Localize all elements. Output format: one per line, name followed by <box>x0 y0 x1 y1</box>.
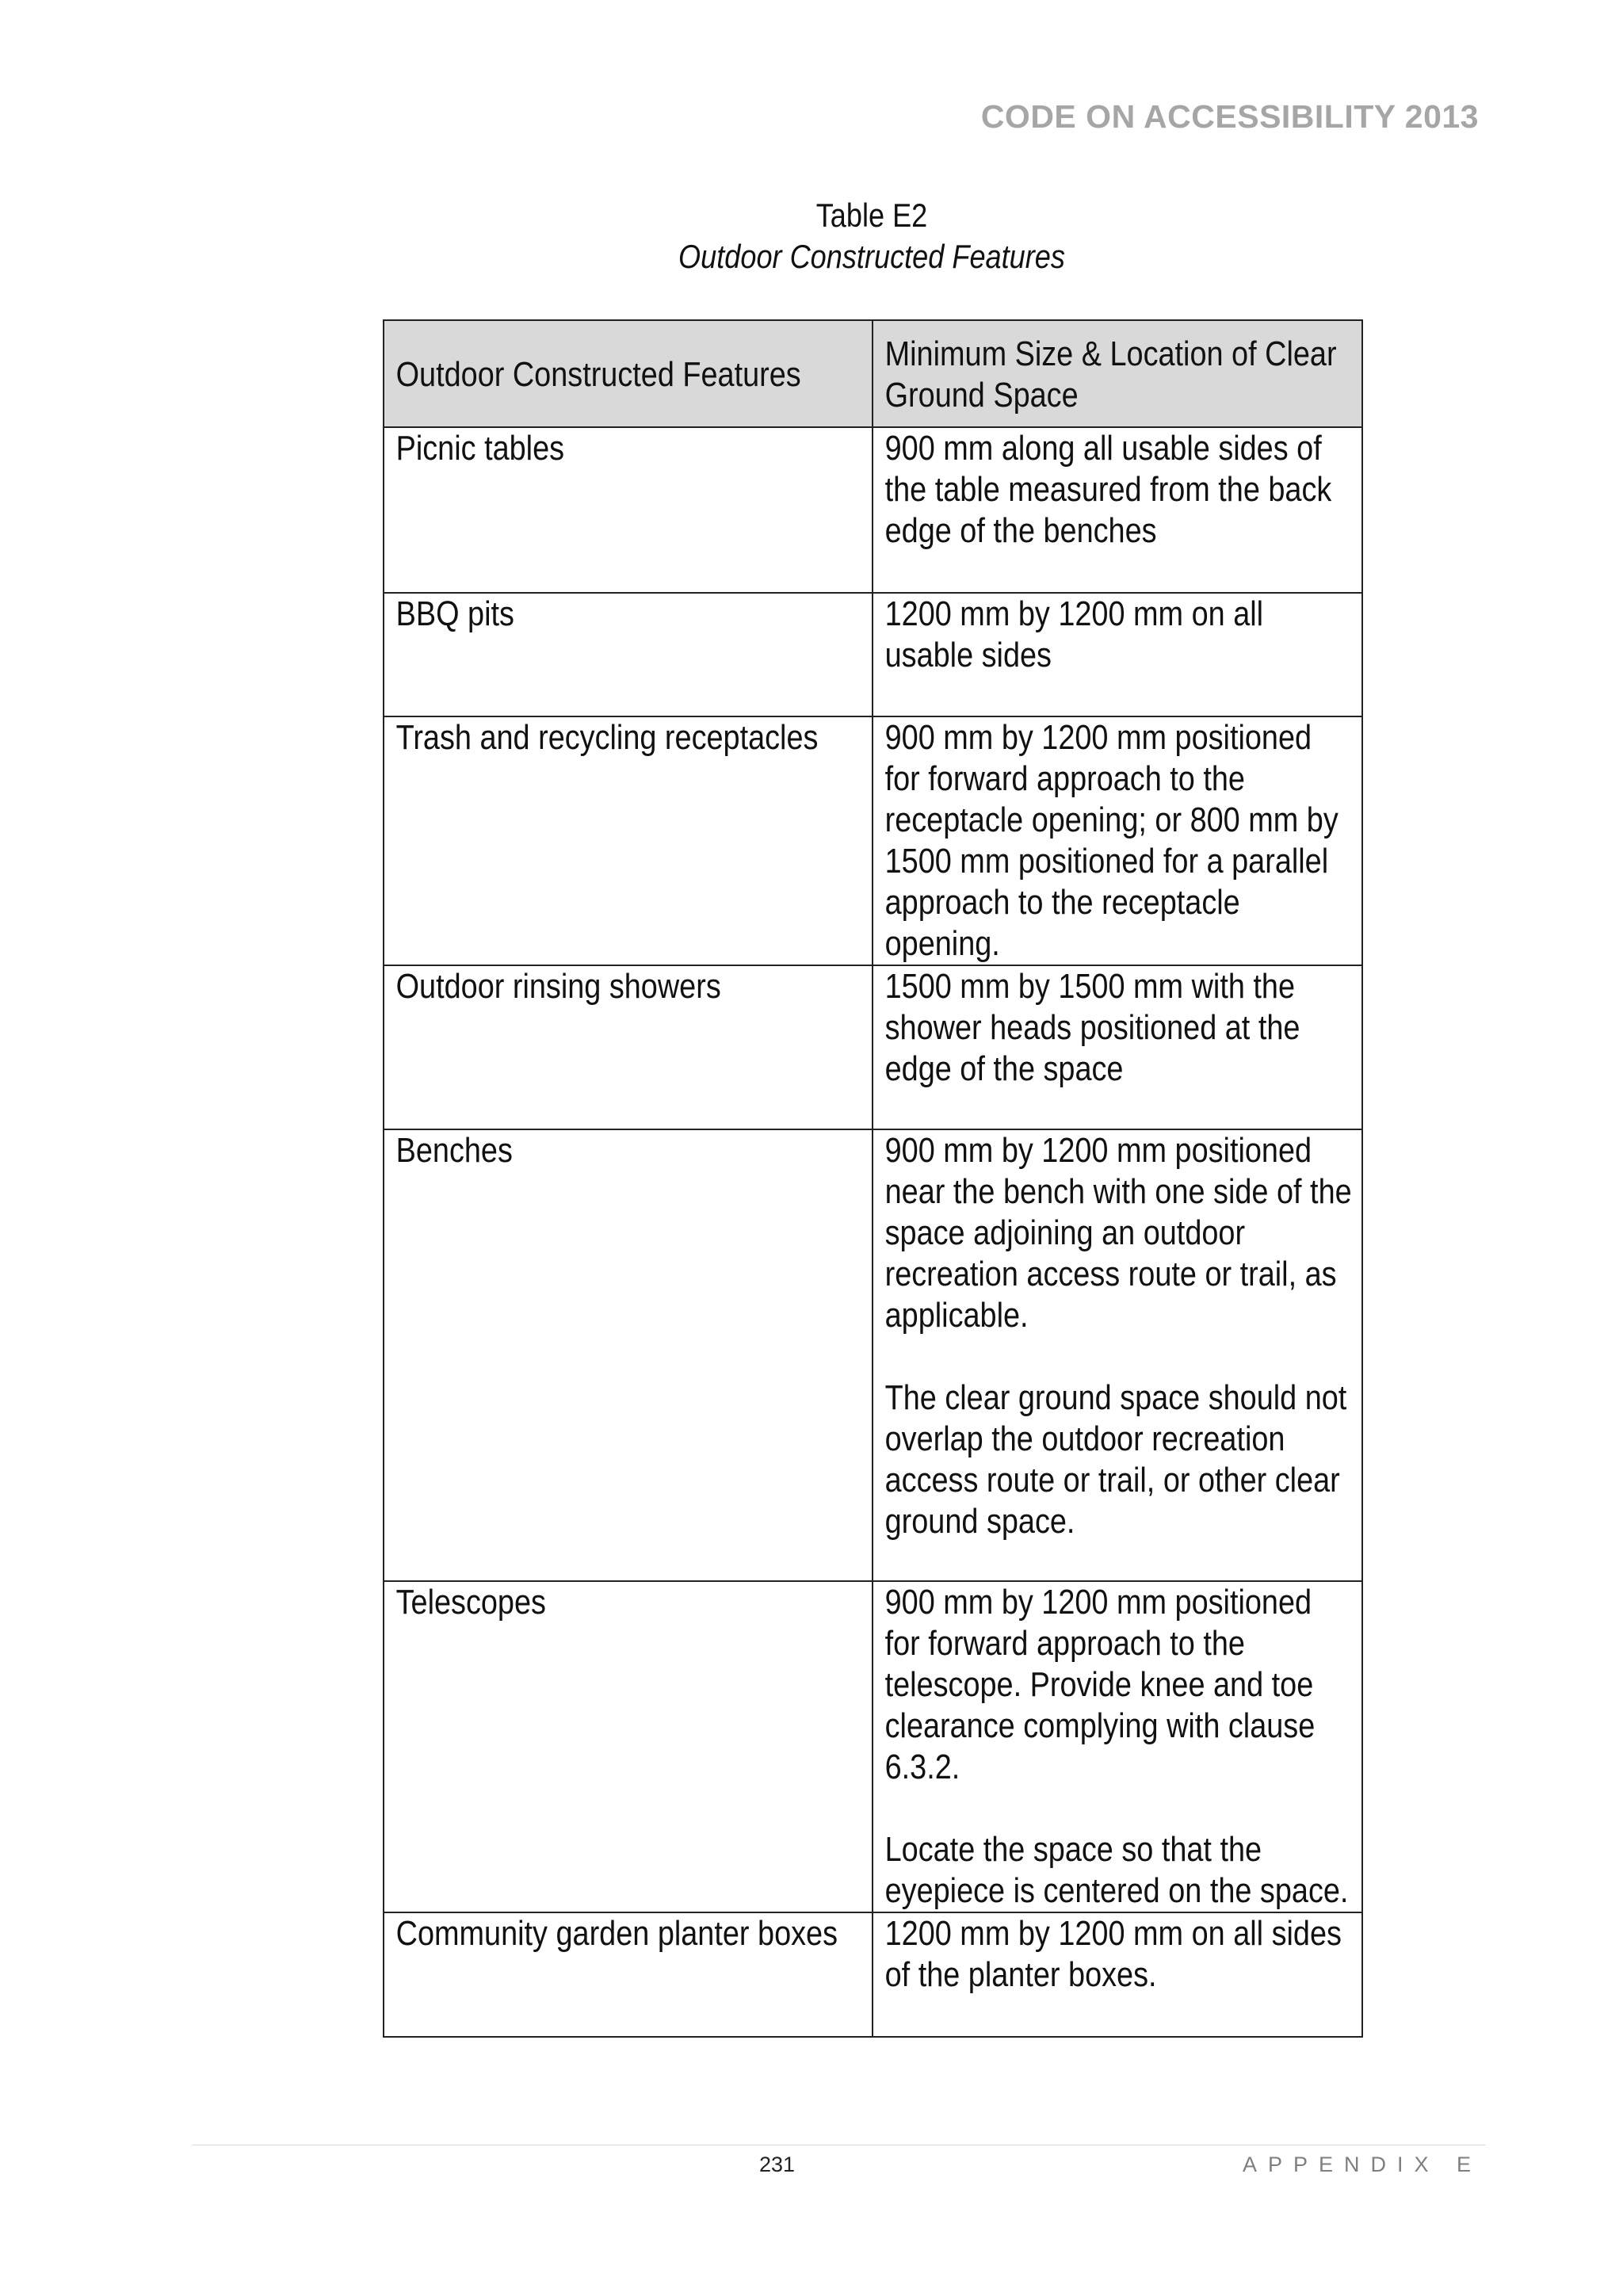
table-row <box>384 1912 1362 2037</box>
feature-cell <box>384 1581 873 1912</box>
requirement-text: 900 mm by 1200 mm positioned for forward approach to the telescope. Provide knee and toe clearance complying with clause 6.3.2. <box>884 1583 1316 1786</box>
requirement-text: 1500 mm by 1500 mm with the shower heads positioned at the edge of the space <box>884 967 1300 1088</box>
requirement-text: 1200 mm by 1200 mm on all usable sides <box>884 594 1264 674</box>
table-row <box>384 593 1362 716</box>
feature-name: Benches <box>395 1131 513 1170</box>
requirement-text: 900 mm by 1200 mm positioned for forward approach to the receptacle opening; or 800 mm by 1500 mm positioned for a parallel approach to the receptacle opening. <box>884 718 1338 963</box>
requirement-cell <box>873 593 1362 716</box>
table-row <box>384 965 1362 1129</box>
column-header-clear-space <box>873 320 1362 427</box>
feature-cell <box>384 1129 873 1581</box>
table-row <box>384 1129 1362 1581</box>
requirement-text: 900 mm along all usable sides of the table measured from the back edge of the benches <box>884 429 1332 550</box>
requirement-text: The clear ground space should not overlap the outdoor recreation access route or trail, or other clear ground space. <box>884 1378 1347 1541</box>
requirement-cell <box>873 965 1362 1129</box>
table-row <box>384 427 1362 593</box>
requirement-text: Locate the space so that the eyepiece is centered on the space. <box>884 1830 1349 1910</box>
section-label: APPENDIX E <box>1242 2153 1482 2176</box>
feature-name: Community garden planter boxes <box>395 1914 838 1953</box>
table-row <box>384 1581 1362 1912</box>
feature-name: BBQ pits <box>395 594 514 633</box>
requirement-cell <box>873 716 1362 965</box>
feature-cell <box>384 1912 873 2037</box>
table-caption-title: Table E2 <box>815 197 928 234</box>
feature-cell <box>384 593 873 716</box>
running-header-title: CODE ON ACCESSIBILITY 2013 <box>980 98 1479 135</box>
requirement-cell <box>873 1581 1362 1912</box>
feature-name: Outdoor rinsing showers <box>395 967 721 1006</box>
column-header-feature-label: Outdoor Constructed Features <box>395 354 801 394</box>
outdoor-features-table <box>383 319 1363 2038</box>
column-header-clear-space-label: Minimum Size & Location of Clear Ground Space <box>884 334 1337 415</box>
requirement-text: 900 mm by 1200 mm positioned near the bench with one side of the space adjoining an outdoor recreation access route or trail, as applicable. <box>884 1131 1352 1335</box>
feature-cell <box>384 965 873 1129</box>
feature-name: Trash and recycling receptacles <box>395 718 819 757</box>
table-row <box>384 716 1362 965</box>
requirement-cell <box>873 1912 1362 2037</box>
requirement-cell <box>873 1129 1362 1581</box>
feature-cell <box>384 427 873 593</box>
table-header-row <box>384 320 1362 427</box>
feature-name: Telescopes <box>395 1583 546 1622</box>
page-number: 231 <box>759 2153 796 2176</box>
requirement-text: 1200 mm by 1200 mm on all sides of the planter boxes. <box>884 1914 1342 1994</box>
feature-name: Picnic tables <box>395 429 565 468</box>
table-caption-subtitle: Outdoor Constructed Features <box>678 238 1065 275</box>
feature-cell <box>384 716 873 965</box>
requirement-cell <box>873 427 1362 593</box>
column-header-feature <box>384 320 873 427</box>
